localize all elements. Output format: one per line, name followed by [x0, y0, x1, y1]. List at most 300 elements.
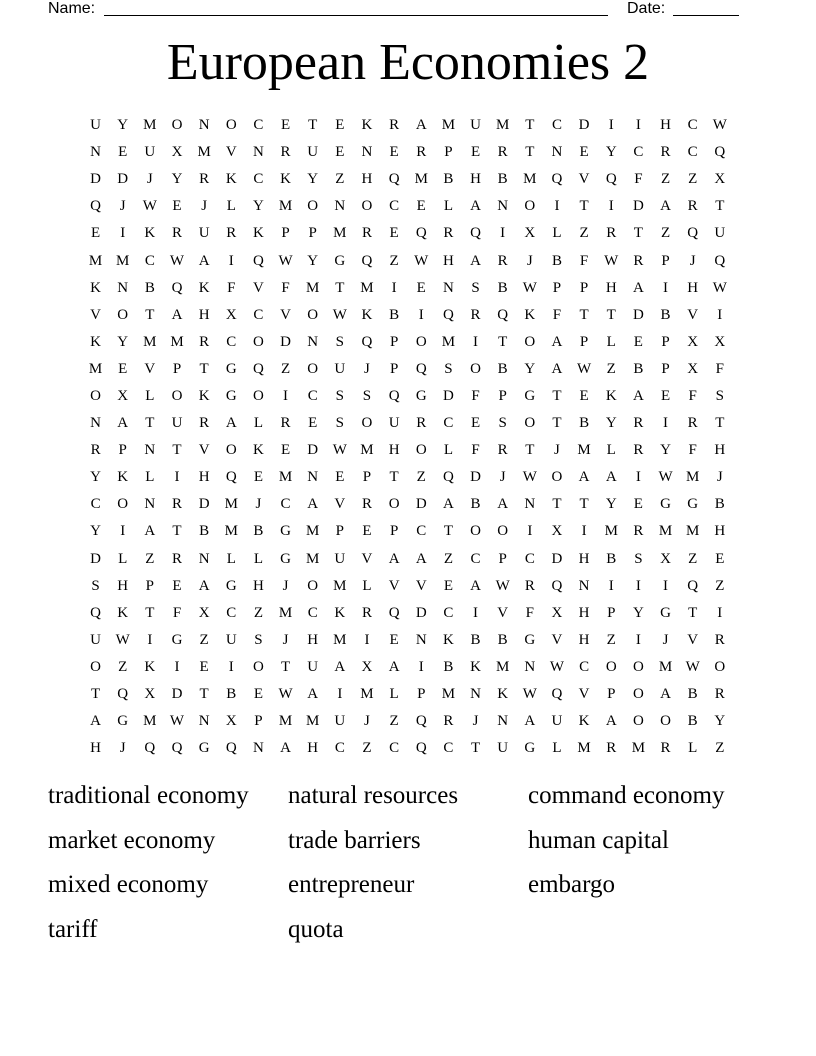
grid-letter[interactable]: Q: [90, 198, 101, 215]
grid-letter[interactable]: V: [361, 550, 373, 567]
grid-letter[interactable]: Q: [551, 577, 563, 594]
grid-letter[interactable]: C: [687, 117, 698, 134]
grid-letter[interactable]: A: [117, 415, 129, 432]
grid-letter[interactable]: O: [307, 306, 319, 323]
grid-letter[interactable]: O: [632, 713, 644, 730]
grid-letter[interactable]: O: [524, 198, 536, 215]
grid-letter[interactable]: N: [198, 117, 210, 134]
grid-letter[interactable]: H: [470, 171, 481, 188]
grid-letter[interactable]: K: [442, 631, 454, 648]
grid-letter[interactable]: Z: [660, 225, 671, 242]
grid-letter[interactable]: C: [226, 604, 237, 621]
grid-letter[interactable]: Z: [389, 252, 399, 269]
grid-letter[interactable]: A: [198, 577, 210, 594]
grid-letter[interactable]: N: [198, 713, 210, 730]
grid-letter[interactable]: H: [687, 279, 699, 296]
grid-letter[interactable]: E: [389, 144, 399, 161]
grid-letter[interactable]: Y: [524, 360, 536, 377]
grid-letter[interactable]: W: [522, 686, 537, 703]
grid-letter[interactable]: S: [444, 360, 453, 377]
grid-letter[interactable]: O: [361, 415, 373, 432]
grid-letter[interactable]: N: [252, 740, 264, 757]
grid-letter[interactable]: G: [660, 604, 671, 621]
grid-letter[interactable]: F: [227, 279, 236, 296]
grid-letter[interactable]: H: [578, 631, 590, 648]
grid-letter[interactable]: I: [174, 469, 180, 486]
grid-letter[interactable]: N: [524, 658, 536, 675]
grid-letter[interactable]: P: [661, 333, 670, 350]
grid-letter[interactable]: R: [687, 198, 698, 215]
grid-letter[interactable]: M: [441, 686, 456, 703]
grid-letter[interactable]: L: [552, 740, 562, 757]
grid-letter[interactable]: X: [660, 550, 671, 567]
grid-letter[interactable]: T: [552, 496, 562, 513]
grid-letter[interactable]: A: [334, 658, 346, 675]
grid-letter[interactable]: W: [604, 252, 619, 269]
grid-letter[interactable]: M: [496, 658, 510, 675]
grid-letter[interactable]: Q: [415, 360, 427, 377]
grid-letter[interactable]: V: [415, 577, 427, 594]
grid-letter[interactable]: G: [198, 740, 210, 757]
grid-letter[interactable]: I: [635, 469, 641, 486]
grid-letter[interactable]: Q: [388, 387, 400, 404]
grid-letter[interactable]: D: [442, 387, 454, 404]
grid-letter[interactable]: V: [280, 306, 291, 323]
grid-letter[interactable]: M: [278, 713, 293, 730]
grid-letter[interactable]: L: [443, 442, 453, 459]
grid-letter[interactable]: W: [522, 469, 537, 486]
grid-letter[interactable]: R: [171, 496, 182, 513]
grid-letter[interactable]: Q: [144, 740, 156, 757]
grid-letter[interactable]: E: [715, 550, 725, 567]
grid-letter[interactable]: V: [225, 144, 237, 161]
grid-letter[interactable]: S: [335, 387, 344, 404]
grid-letter[interactable]: A: [497, 496, 509, 513]
grid-letter[interactable]: Q: [252, 360, 264, 377]
grid-letter[interactable]: N: [334, 198, 346, 215]
grid-letter[interactable]: A: [307, 496, 319, 513]
grid-letter[interactable]: T: [606, 306, 616, 323]
grid-letter[interactable]: M: [143, 333, 157, 350]
grid-letter[interactable]: I: [554, 198, 560, 215]
grid-letter[interactable]: R: [361, 225, 372, 242]
grid-letter[interactable]: T: [552, 415, 562, 432]
grid-letter[interactable]: K: [117, 469, 129, 486]
grid-letter[interactable]: P: [498, 550, 507, 567]
grid-letter[interactable]: M: [333, 577, 347, 594]
name-blank-line[interactable]: [104, 15, 608, 16]
grid-letter[interactable]: B: [470, 496, 481, 513]
grid-letter[interactable]: B: [633, 360, 644, 377]
grid-letter[interactable]: V: [334, 496, 346, 513]
grid-letter[interactable]: N: [144, 442, 156, 459]
grid-letter[interactable]: A: [280, 740, 291, 757]
grid-letter[interactable]: S: [471, 279, 480, 296]
grid-letter[interactable]: L: [552, 225, 562, 242]
grid-letter[interactable]: I: [228, 658, 234, 675]
grid-letter[interactable]: K: [605, 387, 617, 404]
grid-letter[interactable]: O: [605, 658, 617, 675]
grid-letter[interactable]: R: [171, 225, 182, 242]
grid-letter[interactable]: D: [117, 171, 129, 188]
grid-letter[interactable]: Q: [388, 171, 400, 188]
grid-letter[interactable]: O: [307, 360, 319, 377]
grid-letter[interactable]: S: [362, 387, 372, 404]
grid-letter[interactable]: D: [90, 550, 101, 567]
grid-letter[interactable]: H: [660, 117, 671, 134]
grid-letter[interactable]: Y: [632, 604, 644, 621]
grid-letter[interactable]: I: [120, 225, 126, 242]
grid-letter[interactable]: C: [443, 604, 454, 621]
grid-letter[interactable]: H: [307, 631, 319, 648]
grid-letter[interactable]: Y: [117, 333, 129, 350]
grid-letter[interactable]: M: [224, 496, 238, 513]
grid-letter[interactable]: U: [388, 415, 400, 432]
grid-letter[interactable]: J: [255, 496, 262, 513]
grid-letter[interactable]: Q: [497, 306, 509, 323]
grid-letter[interactable]: E: [280, 442, 291, 459]
grid-letter[interactable]: R: [497, 252, 508, 269]
grid-letter[interactable]: U: [551, 713, 563, 730]
grid-letter[interactable]: R: [199, 333, 210, 350]
grid-letter[interactable]: K: [117, 604, 129, 621]
grid-letter[interactable]: Y: [171, 171, 183, 188]
grid-letter[interactable]: C: [253, 117, 264, 134]
grid-letter[interactable]: B: [389, 306, 400, 323]
grid-letter[interactable]: V: [144, 360, 156, 377]
grid-letter[interactable]: A: [551, 360, 563, 377]
grid-letter[interactable]: E: [443, 577, 453, 594]
grid-letter[interactable]: W: [278, 686, 293, 703]
grid-letter[interactable]: G: [524, 387, 536, 404]
grid-letter[interactable]: M: [88, 360, 103, 377]
grid-letter[interactable]: Q: [90, 604, 101, 621]
grid-letter[interactable]: Y: [307, 171, 319, 188]
grid-letter[interactable]: C: [253, 171, 264, 188]
grid-letter[interactable]: N: [307, 469, 319, 486]
grid-letter[interactable]: W: [169, 252, 185, 269]
grid-letter[interactable]: X: [687, 333, 699, 350]
grid-letter[interactable]: H: [714, 442, 726, 459]
grid-letter[interactable]: P: [552, 279, 562, 296]
grid-letter[interactable]: V: [90, 306, 101, 323]
grid-letter[interactable]: N: [252, 144, 264, 161]
grid-letter[interactable]: M: [278, 198, 293, 215]
grid-letter[interactable]: V: [198, 442, 210, 459]
grid-letter[interactable]: I: [174, 658, 180, 675]
grid-letter[interactable]: D: [551, 550, 563, 567]
grid-letter[interactable]: E: [335, 469, 345, 486]
grid-letter[interactable]: T: [579, 306, 589, 323]
grid-letter[interactable]: M: [496, 117, 510, 134]
grid-letter[interactable]: X: [198, 604, 210, 621]
grid-letter[interactable]: X: [551, 523, 563, 540]
grid-letter[interactable]: A: [415, 117, 427, 134]
grid-letter[interactable]: S: [498, 415, 507, 432]
date-blank-line[interactable]: [673, 15, 739, 16]
grid-letter[interactable]: N: [497, 713, 509, 730]
grid-letter[interactable]: G: [334, 252, 346, 269]
grid-letter[interactable]: C: [389, 198, 400, 215]
grid-letter[interactable]: O: [497, 523, 509, 540]
grid-letter[interactable]: I: [527, 523, 533, 540]
grid-letter[interactable]: A: [470, 198, 481, 215]
grid-letter[interactable]: R: [524, 577, 535, 594]
grid-letter[interactable]: Z: [443, 550, 453, 567]
grid-letter[interactable]: O: [307, 577, 319, 594]
grid-letter[interactable]: D: [632, 198, 644, 215]
grid-letter[interactable]: U: [144, 144, 156, 161]
grid-letter[interactable]: M: [143, 117, 157, 134]
grid-letter[interactable]: Q: [252, 252, 264, 269]
grid-letter[interactable]: W: [549, 658, 565, 675]
grid-letter[interactable]: C: [416, 523, 427, 540]
grid-letter[interactable]: B: [443, 658, 454, 675]
grid-letter[interactable]: P: [281, 225, 290, 242]
grid-letter[interactable]: S: [715, 387, 724, 404]
grid-letter[interactable]: L: [145, 387, 155, 404]
grid-letter[interactable]: P: [579, 333, 589, 350]
grid-letter[interactable]: S: [91, 577, 100, 594]
grid-letter[interactable]: R: [416, 415, 427, 432]
grid-letter[interactable]: R: [361, 604, 372, 621]
grid-letter[interactable]: M: [658, 658, 673, 675]
grid-letter[interactable]: K: [280, 171, 291, 188]
grid-letter[interactable]: G: [687, 496, 699, 513]
grid-letter[interactable]: I: [608, 117, 614, 134]
grid-letter[interactable]: Y: [660, 442, 671, 459]
grid-letter[interactable]: Y: [90, 469, 101, 486]
grid-letter[interactable]: M: [360, 442, 374, 459]
grid-letter[interactable]: C: [144, 252, 155, 269]
grid-letter[interactable]: P: [308, 225, 317, 242]
grid-letter[interactable]: U: [90, 117, 101, 134]
grid-letter[interactable]: K: [90, 333, 101, 350]
grid-letter[interactable]: R: [280, 415, 291, 432]
grid-letter[interactable]: O: [225, 442, 237, 459]
grid-letter[interactable]: M: [333, 631, 347, 648]
grid-letter[interactable]: A: [144, 523, 156, 540]
grid-letter[interactable]: H: [198, 306, 210, 323]
grid-letter[interactable]: N: [361, 144, 373, 161]
grid-letter[interactable]: L: [389, 686, 399, 703]
grid-letter[interactable]: Q: [442, 306, 454, 323]
grid-letter[interactable]: D: [415, 604, 427, 621]
grid-letter[interactable]: G: [280, 550, 291, 567]
grid-letter[interactable]: P: [607, 604, 616, 621]
grid-letter[interactable]: J: [689, 252, 696, 269]
grid-letter[interactable]: L: [253, 550, 263, 567]
grid-letter[interactable]: P: [389, 333, 399, 350]
grid-letter[interactable]: M: [306, 523, 320, 540]
grid-letter[interactable]: E: [199, 658, 209, 675]
grid-letter[interactable]: M: [414, 171, 428, 188]
grid-letter[interactable]: P: [118, 442, 127, 459]
grid-letter[interactable]: K: [225, 171, 237, 188]
grid-letter[interactable]: R: [199, 171, 210, 188]
grid-letter[interactable]: H: [578, 550, 590, 567]
grid-letter[interactable]: B: [579, 415, 590, 432]
grid-letter[interactable]: R: [90, 442, 101, 459]
grid-letter[interactable]: J: [119, 740, 126, 757]
grid-letter[interactable]: U: [225, 631, 237, 648]
grid-letter[interactable]: U: [470, 117, 481, 134]
grid-letter[interactable]: O: [632, 686, 644, 703]
grid-letter[interactable]: R: [497, 144, 508, 161]
grid-letter[interactable]: R: [389, 117, 400, 134]
grid-letter[interactable]: A: [632, 279, 644, 296]
grid-letter[interactable]: A: [578, 469, 590, 486]
grid-letter[interactable]: O: [660, 713, 671, 730]
grid-letter[interactable]: Z: [606, 631, 616, 648]
grid-letter[interactable]: U: [171, 415, 183, 432]
grid-letter[interactable]: O: [90, 658, 101, 675]
grid-letter[interactable]: H: [117, 577, 129, 594]
grid-letter[interactable]: Z: [145, 550, 155, 567]
grid-letter[interactable]: X: [524, 225, 536, 242]
grid-letter[interactable]: Z: [253, 604, 263, 621]
grid-letter[interactable]: R: [714, 631, 725, 648]
grid-letter[interactable]: N: [497, 198, 509, 215]
grid-letter[interactable]: M: [604, 523, 618, 540]
grid-letter[interactable]: A: [307, 686, 319, 703]
grid-letter[interactable]: V: [578, 686, 590, 703]
grid-letter[interactable]: T: [443, 523, 453, 540]
grid-letter[interactable]: I: [228, 252, 234, 269]
grid-letter[interactable]: T: [579, 496, 589, 513]
grid-letter[interactable]: R: [470, 306, 481, 323]
grid-letter[interactable]: O: [714, 658, 726, 675]
grid-letter[interactable]: T: [525, 144, 535, 161]
grid-letter[interactable]: D: [307, 442, 319, 459]
grid-letter[interactable]: A: [388, 550, 400, 567]
grid-letter[interactable]: E: [335, 144, 345, 161]
grid-letter[interactable]: J: [526, 252, 533, 269]
grid-letter[interactable]: H: [361, 171, 373, 188]
grid-letter[interactable]: A: [171, 306, 183, 323]
grid-letter[interactable]: K: [198, 387, 210, 404]
grid-letter[interactable]: T: [715, 415, 725, 432]
grid-letter[interactable]: N: [524, 496, 536, 513]
grid-letter[interactable]: B: [497, 279, 508, 296]
grid-letter[interactable]: L: [118, 550, 128, 567]
grid-letter[interactable]: K: [334, 604, 346, 621]
grid-letter[interactable]: O: [171, 117, 183, 134]
grid-letter[interactable]: F: [525, 604, 534, 621]
grid-letter[interactable]: B: [497, 360, 508, 377]
grid-letter[interactable]: T: [172, 442, 182, 459]
grid-letter[interactable]: P: [607, 686, 616, 703]
grid-letter[interactable]: R: [633, 415, 644, 432]
grid-letter[interactable]: C: [280, 496, 291, 513]
grid-letter[interactable]: H: [198, 469, 210, 486]
grid-letter[interactable]: G: [524, 631, 536, 648]
grid-letter[interactable]: V: [687, 306, 699, 323]
grid-letter[interactable]: V: [578, 171, 590, 188]
grid-letter[interactable]: M: [360, 279, 374, 296]
grid-letter[interactable]: T: [145, 306, 155, 323]
grid-letter[interactable]: L: [145, 469, 155, 486]
grid-letter[interactable]: V: [551, 631, 563, 648]
grid-letter[interactable]: C: [524, 550, 535, 567]
grid-letter[interactable]: J: [554, 442, 560, 459]
grid-letter[interactable]: E: [579, 144, 589, 161]
grid-letter[interactable]: M: [278, 469, 293, 486]
grid-letter[interactable]: X: [171, 144, 183, 161]
grid-letter[interactable]: T: [715, 198, 725, 215]
grid-letter[interactable]: T: [90, 686, 101, 703]
grid-letter[interactable]: I: [635, 631, 641, 648]
grid-letter[interactable]: O: [361, 198, 373, 215]
grid-letter[interactable]: B: [660, 306, 671, 323]
grid-letter[interactable]: R: [606, 225, 617, 242]
grid-letter[interactable]: L: [443, 198, 453, 215]
grid-letter[interactable]: L: [606, 333, 616, 350]
grid-letter[interactable]: M: [143, 713, 157, 730]
grid-letter[interactable]: Q: [714, 144, 726, 161]
grid-letter[interactable]: C: [443, 415, 454, 432]
grid-letter[interactable]: K: [144, 658, 156, 675]
grid-letter[interactable]: C: [334, 740, 345, 757]
grid-letter[interactable]: G: [524, 740, 536, 757]
grid-letter[interactable]: Q: [415, 713, 427, 730]
grid-letter[interactable]: I: [500, 225, 506, 242]
grid-letter[interactable]: E: [335, 117, 345, 134]
grid-letter[interactable]: D: [632, 306, 644, 323]
grid-letter[interactable]: C: [551, 117, 562, 134]
grid-letter[interactable]: D: [171, 686, 183, 703]
grid-letter[interactable]: U: [307, 144, 319, 161]
grid-letter[interactable]: M: [441, 333, 456, 350]
grid-letter[interactable]: W: [115, 631, 130, 648]
grid-letter[interactable]: X: [117, 387, 129, 404]
grid-letter[interactable]: T: [552, 387, 562, 404]
grid-letter[interactable]: A: [660, 198, 671, 215]
grid-letter[interactable]: T: [389, 469, 399, 486]
grid-letter[interactable]: H: [714, 523, 726, 540]
grid-letter[interactable]: Q: [171, 279, 183, 296]
grid-letter[interactable]: N: [307, 333, 319, 350]
grid-letter[interactable]: Z: [416, 469, 426, 486]
grid-letter[interactable]: T: [498, 333, 508, 350]
grid-letter[interactable]: P: [172, 360, 182, 377]
grid-letter[interactable]: R: [416, 144, 427, 161]
grid-letter[interactable]: P: [444, 144, 453, 161]
grid-letter[interactable]: Q: [714, 252, 726, 269]
grid-letter[interactable]: M: [224, 523, 238, 540]
grid-letter[interactable]: I: [717, 306, 723, 323]
grid-letter[interactable]: I: [418, 658, 424, 675]
grid-letter[interactable]: Z: [280, 360, 291, 377]
grid-letter[interactable]: E: [579, 387, 589, 404]
grid-letter[interactable]: M: [360, 686, 374, 703]
grid-letter[interactable]: R: [687, 415, 698, 432]
grid-letter[interactable]: T: [335, 279, 345, 296]
grid-letter[interactable]: H: [605, 279, 617, 296]
grid-letter[interactable]: M: [577, 740, 591, 757]
grid-letter[interactable]: E: [253, 469, 263, 486]
grid-letter[interactable]: K: [144, 225, 156, 242]
grid-letter[interactable]: T: [308, 117, 318, 134]
grid-letter[interactable]: A: [470, 577, 481, 594]
grid-letter[interactable]: H: [388, 442, 400, 459]
grid-letter[interactable]: R: [497, 442, 508, 459]
grid-letter[interactable]: S: [335, 415, 344, 432]
grid-letter[interactable]: P: [145, 577, 155, 594]
grid-letter[interactable]: M: [278, 604, 293, 621]
grid-letter[interactable]: A: [605, 469, 617, 486]
grid-letter[interactable]: P: [498, 387, 507, 404]
